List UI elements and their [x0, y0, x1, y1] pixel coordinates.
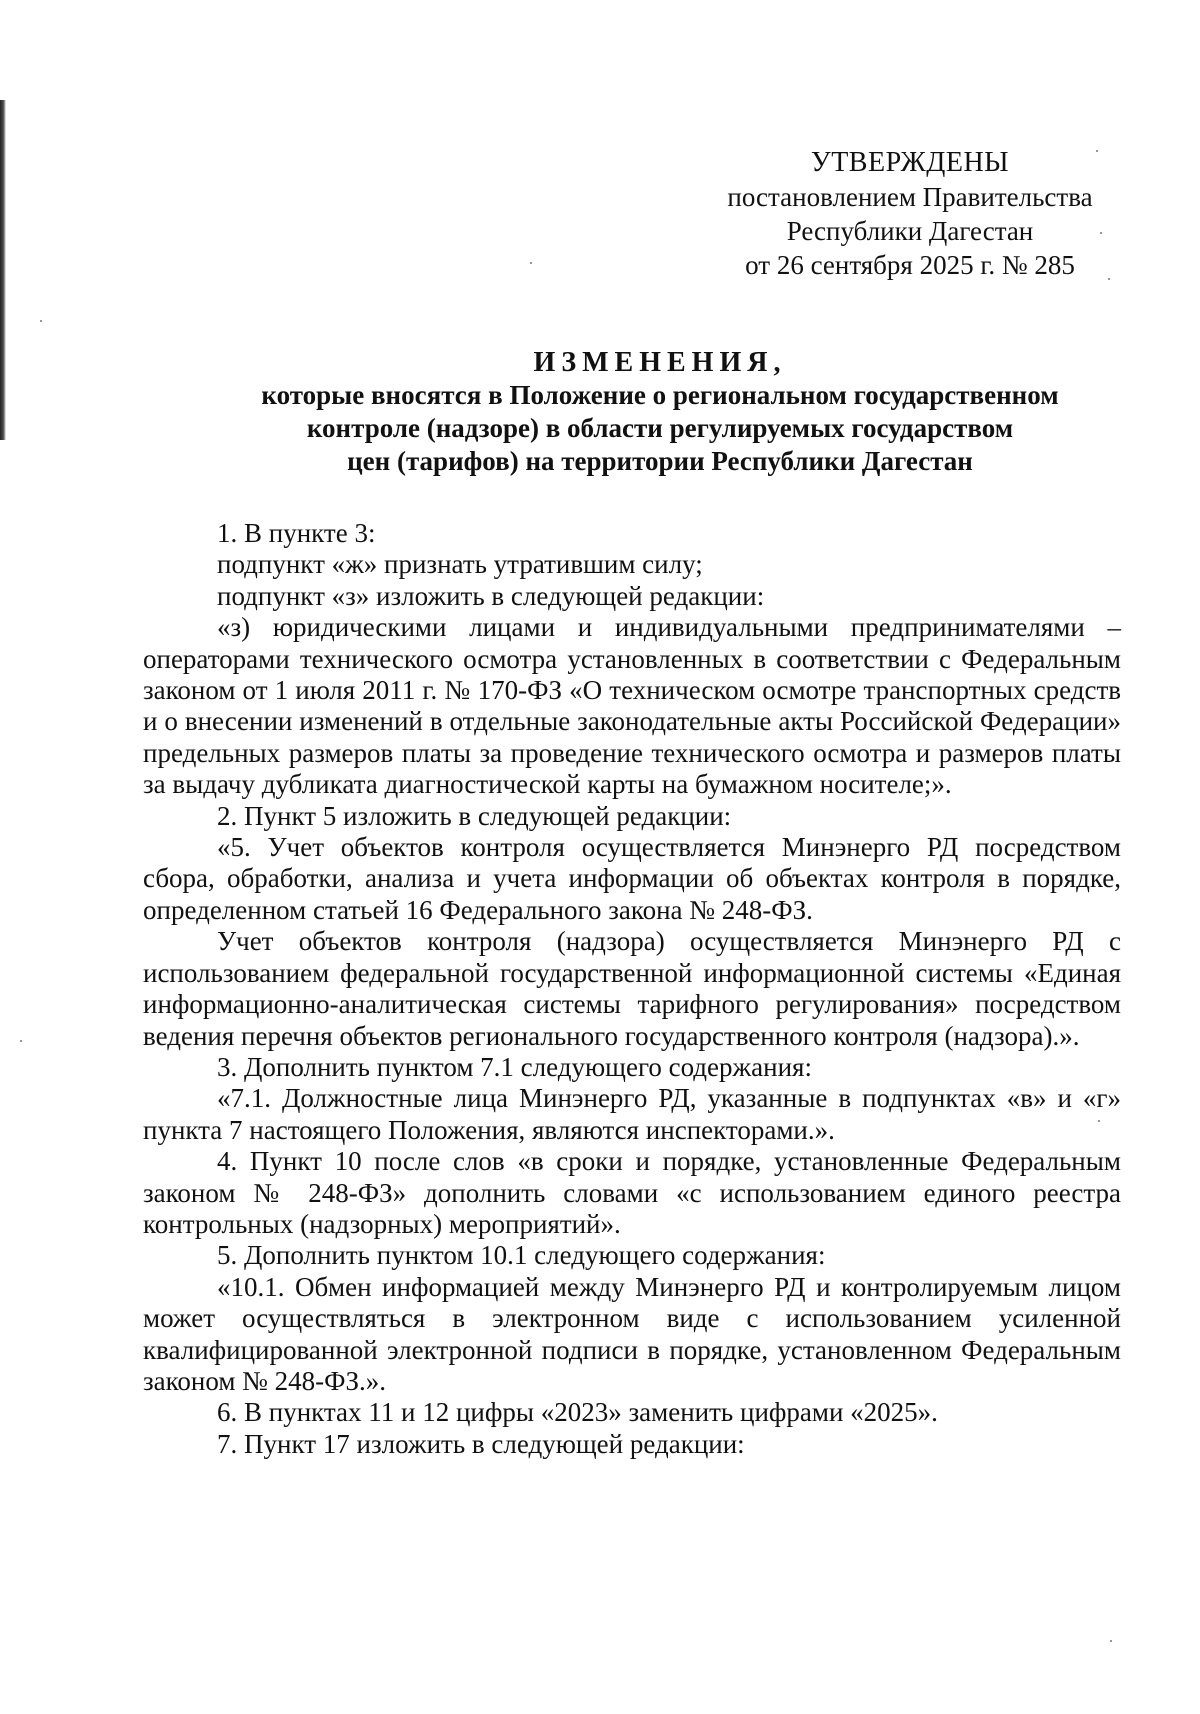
scan-speck	[40, 320, 42, 322]
body-paragraph: подпункт «з» изложить в следующей редакции:	[217, 580, 765, 611]
title-main: ИЗМЕНЕНИЯ,	[533, 347, 787, 378]
body-paragraph: «5. Учет объектов контроля осуществляется Минэнерго РД посредством сбора, обработки, анализа и учета информации об объектах контроля в порядке, определенном статьей 16 Федерального закона № 248-ФЗ.	[143, 832, 1121, 925]
scan-speck	[20, 1040, 22, 1042]
approval-line: постановлением Правительства	[727, 182, 1093, 212]
body-paragraph: 6. В пунктах 11 и 12 цифры «2023» заменить цифрами «2025».	[217, 1397, 938, 1428]
title-subline: контроле (надзоре) в области регулируемых государством	[306, 413, 1014, 443]
document-body	[143, 518, 1121, 1460]
body-paragraph: «з) юридическими лицами и индивидуальными предпринимателями – операторами технического осмотра установленных в соответствии с Федеральным законом от 1 июля 2011 г. № 170-ФЗ «О техническом осмотре транспортных средств и о внесении изменений в отдельные законодательные акты Российской Федерации» предельных размеров платы за проведение технического осмотра и размеров платы за выдачу дубликата диагностической карты на бумажном носителе;».	[143, 612, 1121, 800]
body-paragraph: «10.1. Обмен информацией между Минэнерго РД и контролируемым лицом может осуществляться в электронном виде с использованием усиленной квалифицированной электронной подписи в порядке, установленном Федеральным законом № 248-ФЗ.».	[143, 1271, 1121, 1396]
body-paragraph: 5. Дополнить пунктом 10.1 следующего содержания:	[217, 1240, 826, 1271]
body-paragraph: 7. Пункт 17 изложить в следующей редакции:	[217, 1428, 745, 1459]
approval-heading: УТВЕРЖДЕНЫ	[810, 147, 1010, 178]
title-subline: цен (тарифов) на территории Республики Дагестан	[347, 446, 973, 476]
approval-line: Республики Дагестан	[786, 216, 1034, 246]
document-title	[220, 346, 1100, 478]
body-paragraph: 2. Пункт 5 изложить в следующей редакции:	[217, 800, 732, 831]
body-paragraph: 3. Дополнить пунктом 7.1 следующего содержания:	[217, 1051, 812, 1082]
body-paragraph: Учет объектов контроля (надзора) осуществляется Минэнерго РД с использованием федеральной государственной информационной системы «Единая информационно-аналитическая системы тарифного регулирования» посредством ведения перечня объектов регионального государственного контроля (надзора).».	[143, 926, 1121, 1051]
body-paragraph: 1. В пункте 3:	[217, 518, 376, 548]
scan-speck	[530, 262, 532, 264]
body-paragraph: 4. Пункт 10 после слов «в сроки и порядке, установленные Федеральным законом № 248-ФЗ» дополнить словами «с использованием единого реестра контрольных (надзорных) мероприятий».	[143, 1146, 1121, 1239]
approval-stamp-block	[700, 146, 1120, 282]
body-paragraph: «7.1. Должностные лица Минэнерго РД, указанные в подпунктах «в» и «г» пункта 7 настоящего Положения, являются инспекторами.».	[143, 1083, 1121, 1145]
title-subline: которые вносятся в Положение о региональном государственном	[261, 380, 1059, 410]
approval-date-line: от 26 сентября 2025 г. № 285	[745, 250, 1075, 280]
scan-edge-shadow	[0, 100, 6, 440]
body-paragraph: подпункт «ж» признать утратившим силу;	[217, 549, 703, 580]
scan-speck	[1110, 1640, 1112, 1642]
